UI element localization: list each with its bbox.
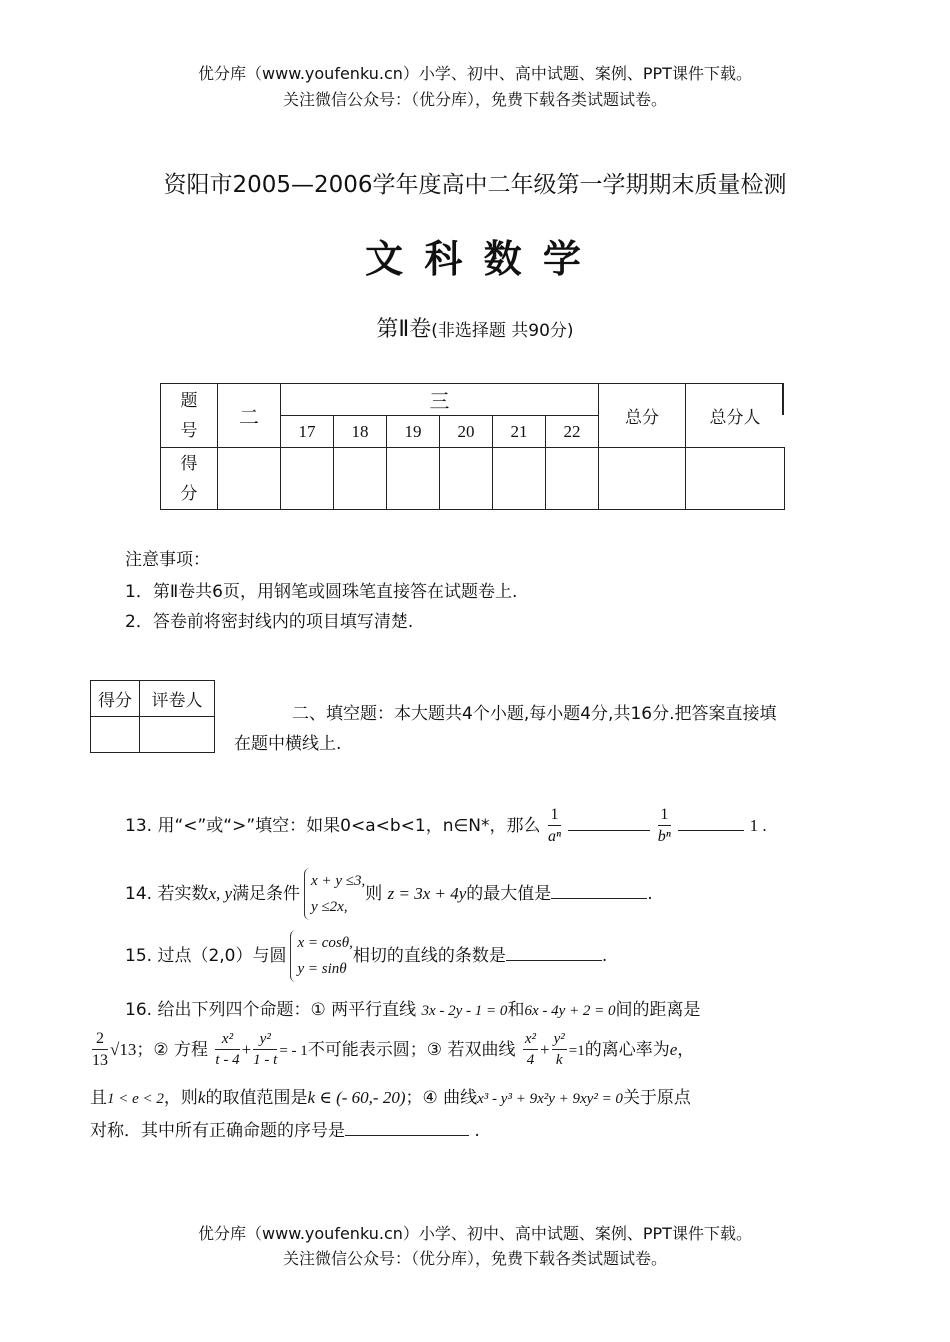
score-row-label: 得 分	[161, 448, 218, 510]
q16-k-variable: k	[197, 1088, 206, 1107]
q14-expression: z = 3x + 4y	[387, 884, 467, 903]
grade-box-grader-label: 评卷人	[140, 681, 215, 717]
volume-heading	[0, 312, 950, 343]
q16-line-1	[125, 995, 701, 1020]
q16-eq-rhs: = - 1	[279, 1043, 308, 1059]
score-cell-17[interactable]	[281, 448, 334, 510]
q15-conditions: x = cosθ, y = sinθ	[290, 930, 352, 982]
q14-suffix: 的最大值是	[466, 884, 552, 904]
score-cell-grader[interactable]	[686, 448, 785, 510]
grade-box-score-cell[interactable]	[91, 717, 140, 753]
q16-plus-1: +	[241, 1040, 252, 1059]
score-cell-total[interactable]	[599, 448, 686, 510]
section-two-header: 二	[218, 384, 281, 448]
question-21: 21	[493, 416, 546, 448]
q16-line-equation-1: 3x - 2y - 1 = 0	[421, 1003, 508, 1019]
q14-conditions: x + y ≤3, y ≤2x,	[304, 868, 365, 920]
q14-prefix: 14. 若实数	[125, 884, 209, 904]
section2-intro-line2: 在题中横线上.	[234, 734, 342, 754]
q14-mid: 满足条件	[232, 884, 301, 904]
q16-k-set: k ∈ (- 60,- 20)	[307, 1088, 406, 1107]
grade-box-score-label: 得分	[91, 681, 140, 717]
q13-fraction-a: $\frac{1}{\text{aⁿ}}$	[547, 806, 561, 845]
subject-title: 文 科 数 学	[365, 237, 585, 281]
q14-end: .	[647, 884, 653, 904]
q16-line-equation-2: 6x - 4y + 2 = 0	[524, 1003, 616, 1019]
q16-curve-equation: x³ - y³ + 9x²y + 9xy² = 0	[477, 1091, 623, 1107]
q13-tail: 1 .	[749, 816, 767, 835]
score-cell-20[interactable]	[440, 448, 493, 510]
score-cell-22[interactable]	[546, 448, 599, 510]
score-cell-18[interactable]	[334, 448, 387, 510]
header-line-1: 优分库（www.youfenku.cn）小学、初中、高中试题、案例、PPT课件下载。	[198, 64, 752, 83]
q16-prop2-text: ；② 方程	[136, 1040, 208, 1060]
q16-line-4	[90, 1116, 480, 1141]
q16-distance-root: √13	[110, 1040, 137, 1059]
question-14	[125, 868, 653, 920]
q16-eq-y-fraction: $\frac{\text{y²}}{1 - t}$	[253, 1031, 278, 1068]
notes-item-2: 2．答卷前将密封线内的项目填写清楚.	[125, 612, 414, 632]
q16-and: 和	[507, 1000, 525, 1020]
grade-box	[90, 680, 215, 753]
score-cell-21[interactable]	[493, 448, 546, 510]
question-15	[125, 930, 607, 982]
q16-end: .	[474, 1121, 480, 1141]
footer-line-1: 优分库（www.youfenku.cn）小学、初中、高中试题、案例、PPT课件下载。	[198, 1224, 752, 1243]
q16-origin-text: 关于原点	[622, 1088, 691, 1108]
question-13	[125, 802, 767, 850]
q16-hyperbola-rhs: =1	[568, 1043, 585, 1059]
q16-e-range: 1 < e < 2	[107, 1091, 164, 1107]
q16-range-text: 的取值范围是	[205, 1088, 308, 1108]
q14-answer-blank[interactable]	[551, 898, 647, 899]
q16-intro: 16. 给出下列四个命题：① 两平行直线	[125, 1000, 417, 1020]
q16-line-3	[90, 1083, 691, 1108]
question-20: 20	[440, 416, 493, 448]
q16-eq-x-fraction: $\frac{\text{x²}}{t - 4}$	[215, 1031, 240, 1068]
q14-vars: x, y	[208, 884, 233, 903]
q15-suffix: 相切的直线的条数是	[352, 946, 506, 966]
q16-prop4-text: ；④ 曲线	[405, 1088, 478, 1108]
q15-prefix: 15. 过点（2,0）与圆	[125, 946, 287, 966]
grade-box-grader-cell[interactable]	[140, 717, 215, 753]
q15-answer-blank[interactable]	[506, 960, 602, 961]
q13-text: 13. 用“<”或“>”填空：如果0<a<b<1，n∈N*，那么	[125, 816, 541, 836]
q16-distance-fraction: $\frac{2}{13}$	[92, 1030, 108, 1069]
q14-then: 则	[365, 884, 383, 904]
q16-plus-2: +	[540, 1040, 550, 1059]
question-17: 17	[281, 416, 334, 448]
q16-then-text: ，则	[163, 1088, 198, 1108]
total-grader-header: 总分人	[686, 384, 785, 448]
question-22: 22	[546, 416, 599, 448]
q13-blank-2[interactable]	[678, 830, 744, 831]
q16-answer-blank[interactable]	[345, 1135, 469, 1136]
q13-fraction-b: $\frac{1}{\text{bⁿ}}$	[657, 806, 671, 845]
q16-hyperbola-x-fraction: $\frac{\text{x²}}{4}$	[524, 1031, 537, 1068]
header-line-2: 关注微信公众号：（优分库），免费下载各类试题试卷。	[282, 90, 667, 109]
q16-prop3-text: 不可能表示圆；③ 若双曲线	[307, 1040, 516, 1060]
q16-distance-text: 间的距离是	[615, 1000, 701, 1020]
question-number-label: 题 号	[161, 384, 218, 448]
total-score-header: 总分	[599, 384, 686, 448]
table-edge-mark	[782, 383, 784, 415]
section-three-header: 三	[281, 384, 599, 416]
q13-blank-1[interactable]	[568, 830, 650, 831]
question-19: 19	[387, 416, 440, 448]
volume-label: 第Ⅱ卷	[376, 317, 432, 342]
q15-end: .	[601, 946, 608, 966]
section2-intro-line1: 二、填空题：本大题共4个小题,每小题4分,共16分.把答案直接填	[292, 704, 777, 724]
notes-title: 注意事项：	[125, 550, 210, 570]
q16-hyperbola-y-fraction: $\frac{\text{y²}}{k}$	[553, 1031, 565, 1068]
volume-note: (非选择题 共90分)	[431, 321, 574, 341]
q16-e-variable: e	[669, 1040, 678, 1059]
q16-comma: ，	[677, 1040, 695, 1060]
score-cell-19[interactable]	[387, 448, 440, 510]
footer-line-2: 关注微信公众号：（优分库），免费下载各类试题试卷。	[282, 1249, 667, 1268]
q16-and-text: 且	[90, 1088, 107, 1108]
score-cell-two[interactable]	[218, 448, 281, 510]
score-table	[160, 383, 785, 510]
question-18: 18	[334, 416, 387, 448]
notes-item-1: 1．第Ⅱ卷共6页，用钢笔或圆珠笔直接答在试题卷上.	[125, 582, 518, 602]
q16-eccentricity-text: 的离心率为	[584, 1040, 670, 1060]
exam-title: 资阳市2005—2006学年度高中二年级第一学期期末质量检测	[163, 172, 787, 198]
q16-final-text: 对称．其中所有正确命题的序号是	[90, 1121, 345, 1141]
q16-line-2	[90, 1026, 694, 1075]
